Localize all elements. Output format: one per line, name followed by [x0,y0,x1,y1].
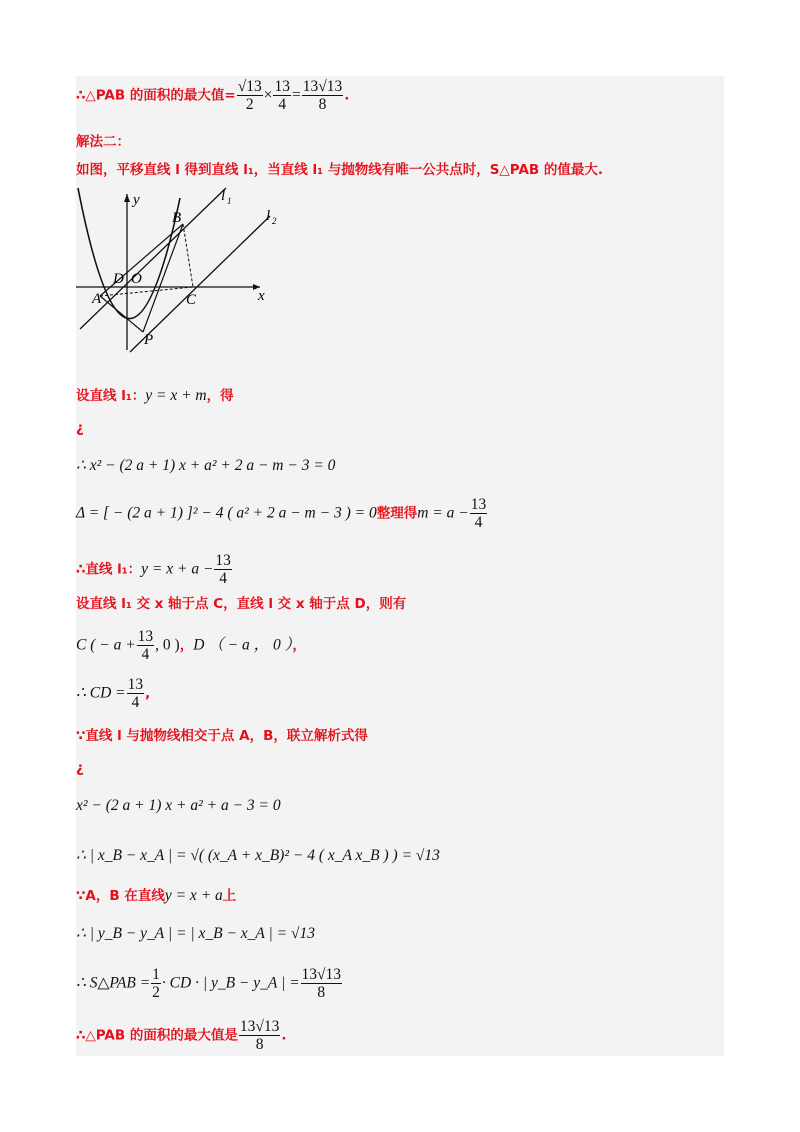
segment-AP [100,296,143,332]
discriminant-line [76,496,488,531]
label-y: y [133,192,140,208]
segment-BC-dashed [183,224,193,287]
label-O: O [131,271,142,287]
label-l2-sub: 2 [272,216,277,226]
garbled-char-2: ¿ [76,760,84,776]
label-l1: l [221,188,226,204]
fraction-13-over-4: $\frac{13}{4}$ [215,552,231,587]
fraction-13-over-4: $\frac{13}{4}$ [127,676,144,711]
set-l1-label: 设直线 l₁： [76,388,146,404]
on-line-tail: 上 [222,888,237,904]
label-l2: l [266,208,271,224]
set-l1-equation: y = x + m [145,387,207,404]
result-line [76,78,349,113]
cd-label: ∴ CD = [76,684,126,702]
simplify-label: 整理得 [376,505,418,522]
fraction-13-over-4: $\frac{13}{4}$ [137,628,154,663]
equation-quadratic-m: ∴ x² − (2 a + 1) x + a² + 2 a − m − 3 = 0 [76,457,336,474]
m-expression: m = a − [417,504,469,522]
segment-PB [143,224,183,332]
coordinates-line [76,628,306,663]
label-x: x [258,288,265,304]
equation-ydiff: ∴ | y_B − y_A | = | x_B − x_A | = √13 [76,925,315,942]
equation-quadratic: x² − (2 a + 1) x + a² + a − 3 = 0 [76,797,281,814]
label-P: P [144,332,154,348]
area-equation-line [76,966,343,1001]
label-A: A [92,291,102,307]
fraction-result: $\frac{13√13}{8}$ [302,78,343,113]
final-result-line [76,1018,287,1053]
point-d: D （ − a ， 0 ） [193,636,293,654]
comma: , [145,685,151,702]
period: . [344,87,350,104]
l1-equation-line [76,552,233,587]
fraction-13-over-4: $\frac{13}{4}$ [470,496,487,531]
discriminant-equation: Δ = [ − (2 a + 1) ]² − 4 ( a² + 2 a − m − 3 ) = 0 [76,504,377,522]
set-c-line: 设直线 l₁ 交 x 轴于点 C，直线 l 交 x 轴于点 D，则有 [76,596,407,612]
y-axis-arrow [124,194,130,202]
area-label: ∴ S△PAB = [76,974,151,992]
line-l1 [80,188,226,329]
final-label: ∴△PAB 的面积的最大值是 [76,1027,238,1044]
area-middle: · CD · | y_B − y_A | = [161,974,300,992]
label-B: B [172,210,182,226]
fraction-13-over-4: $\frac{13}{4}$ [274,78,290,113]
fraction-result: $\frac{13√13}{8}$ [301,966,342,1001]
on-line-text [76,886,236,906]
cd-line [76,676,150,711]
l1-equation: y = x + a − [141,560,214,578]
times-sign: × [263,86,273,104]
method2-title: 解法二： [76,134,130,150]
on-line-label: ∵A，B 在直线 [76,888,165,904]
intro-text: 如图，平移直线 l 得到直线 l₁，当直线 l₁ 与抛物线有唯一公共点时，S△PAB 的值最大. [76,162,604,178]
separator-end: ， [292,637,306,654]
label-D: D [113,271,124,287]
result-label: ∴△PAB 的面积的最大值= [76,87,236,104]
point-c-start: C ( − a + [76,636,136,654]
point-c-end: , 0 ) [155,636,180,654]
fraction-1-over-2: $\frac{1}{2}$ [152,966,160,1001]
separator: ， [179,637,194,654]
on-line-equation: y = x + a [164,887,223,904]
since-line: ∵直线 l 与抛物线相交于点 A，B，联立解析式得 [76,728,368,744]
set-l1-line [76,386,234,406]
fraction-sqrt13-over-2: $\frac{√13}{2}$ [237,78,262,113]
parabola-figure [76,184,276,356]
period: . [281,1027,287,1044]
label-l1-sub: 1 [227,196,232,206]
label-C: C [186,292,197,308]
fraction-final: $\frac{13√13}{8}$ [239,1018,280,1053]
equation-xdiff: ∴ | x_B − x_A | = √( (x_A + x_B)² − 4 ( x_A x_B ) ) = √13 [76,847,440,864]
equals-sign: = [291,86,301,104]
document-page [76,76,724,1056]
l1-label: ∴直线 l₁： [76,561,142,578]
garbled-char-1: ¿ [76,420,84,436]
segment-AC-dashed [100,287,193,296]
set-l1-tail: ，得 [206,388,234,404]
